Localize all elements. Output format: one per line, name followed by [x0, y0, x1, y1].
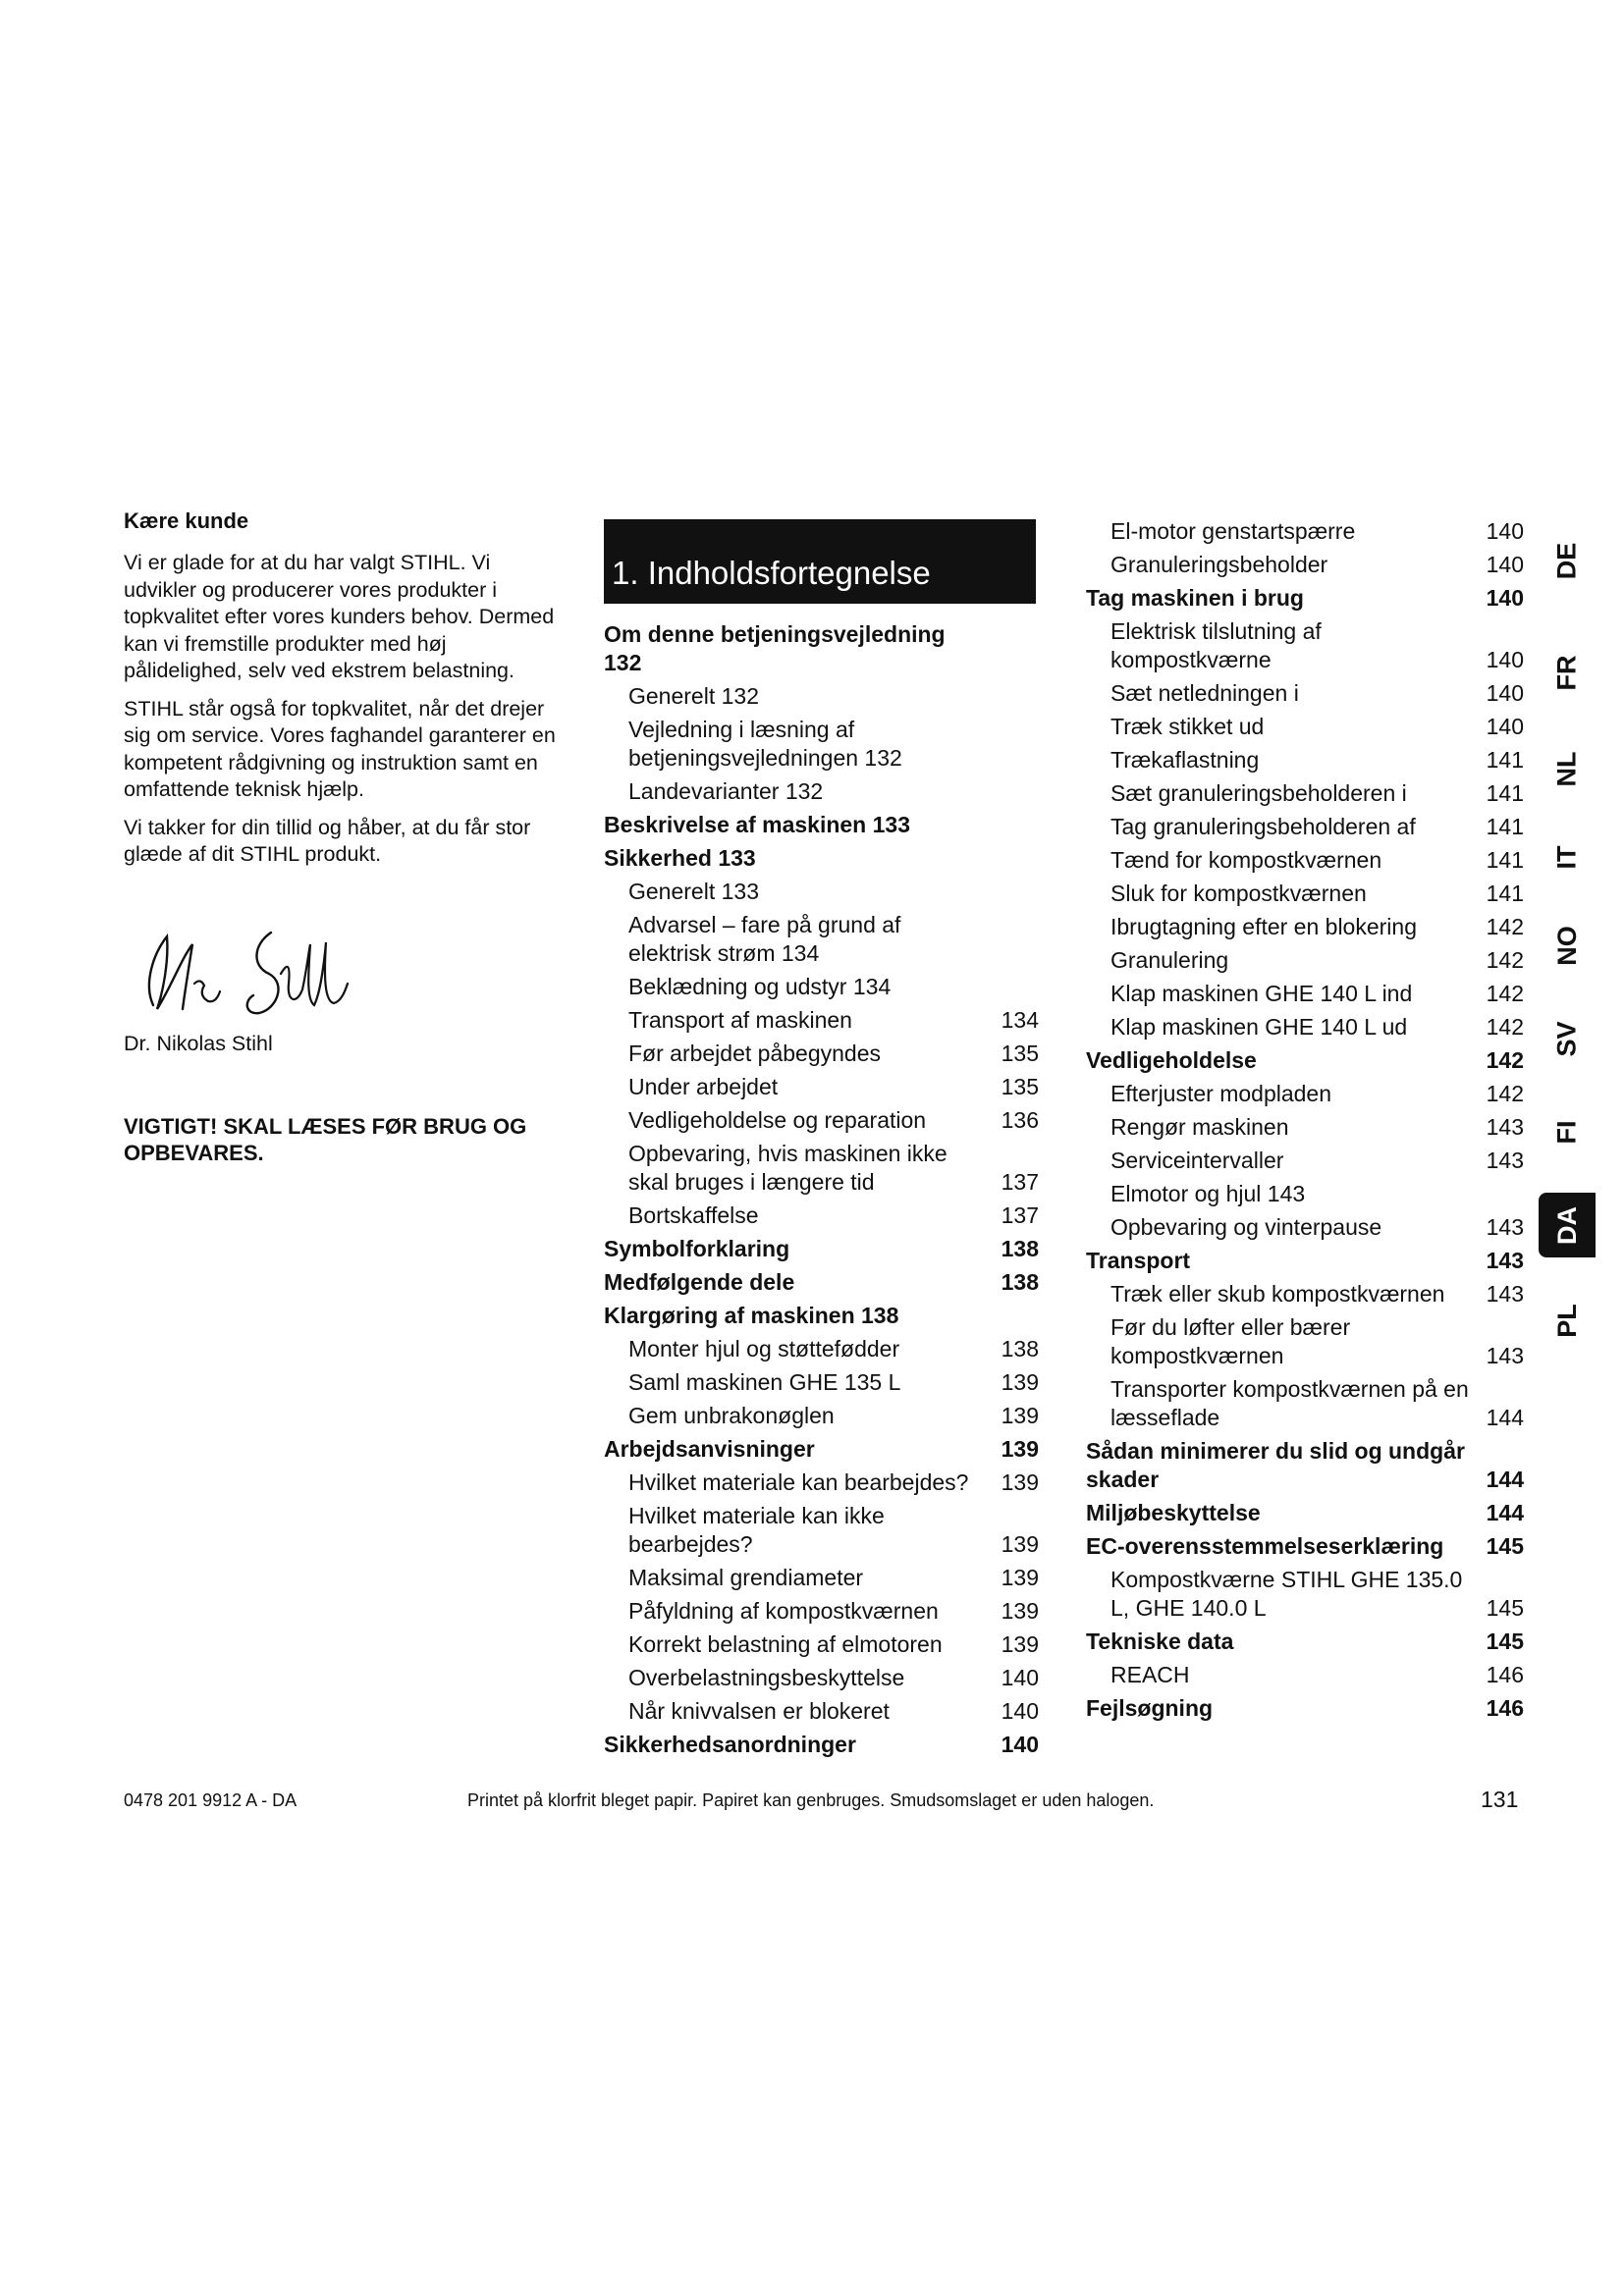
signature — [124, 915, 359, 1023]
toc-entry-title: Generelt 132 — [628, 683, 759, 709]
footer-note: Printet på klorfrit bleget papir. Papiret kan genbruges. Smudsomslaget er uden halogen. — [467, 1790, 1155, 1810]
toc-entry[interactable] — [604, 1140, 1039, 1197]
language-tab-da[interactable] — [1539, 1193, 1596, 1257]
signature-stroke — [194, 981, 220, 1001]
toc-section[interactable] — [1086, 1694, 1524, 1723]
toc-entry-title: Tekniske data — [1086, 1629, 1234, 1654]
toc-banner — [604, 519, 1036, 604]
toc-entry-title: Transport af maskinen — [628, 1007, 852, 1033]
toc-entry[interactable] — [604, 1597, 1039, 1626]
toc-entry[interactable] — [1086, 1013, 1524, 1041]
warning-text: VIGTIGT! SKAL LÆSES FØR BRUG OG OPBEVARES. — [124, 1113, 527, 1165]
toc-entry[interactable] — [1086, 1661, 1524, 1689]
toc-entry-title: Træk eller skub kompostkværnen — [1110, 1281, 1445, 1307]
toc-entry[interactable] — [1086, 913, 1524, 941]
toc-entry-title: Generelt 133 — [628, 879, 759, 904]
toc-entry-title: Fejlsøgning — [1086, 1695, 1214, 1721]
toc-entry-title: Før arbejdet påbegyndes — [628, 1041, 881, 1066]
toc-entry[interactable] — [604, 1106, 1039, 1135]
toc-entry[interactable] — [604, 1468, 1039, 1497]
toc-page-number: 142 — [1486, 1047, 1524, 1073]
toc-page-number: 142 — [1486, 1081, 1524, 1106]
greeting-paragraph: Vi takker for din tillid og håber, at du får stor glæde af dit STIHL produkt. — [124, 815, 531, 866]
toc-entry[interactable] — [604, 1502, 1039, 1559]
greeting-block — [124, 508, 556, 1166]
toc-entry-title: Transport — [1086, 1248, 1191, 1273]
toc-page-number: 134 — [1001, 1007, 1039, 1033]
toc-entry[interactable] — [604, 1630, 1039, 1659]
toc-section[interactable] — [604, 1302, 1039, 1330]
toc-entry-title: Overbelastningsbeskyttelse — [628, 1665, 905, 1690]
toc-page-number: 140 — [1001, 1698, 1039, 1724]
toc-entry[interactable] — [1086, 1280, 1524, 1308]
toc-page-number: 139 — [1001, 1631, 1039, 1657]
toc-entry-title: Tag maskinen i brug — [1086, 585, 1304, 611]
toc-entry-title: El-motor genstartspærre — [1110, 518, 1356, 544]
toc-entry-title: Miljøbeskyttelse — [1086, 1500, 1261, 1525]
language-tab-de[interactable] — [1539, 528, 1596, 593]
toc-entry[interactable] — [604, 716, 1039, 773]
toc-entry-title: Opbevaring, hvis maskinen ikke skal bruges i længere tid — [628, 1141, 947, 1195]
toc-entry-title: Før du løfter eller bærer kompostkværnen — [1110, 1314, 1351, 1368]
language-tab-label: FI — [1551, 1120, 1582, 1144]
toc-entry-title: Klap maskinen GHE 140 L ind — [1110, 981, 1413, 1006]
toc-page-number: 138 — [1001, 1269, 1039, 1295]
toc-entry-title: Granulering — [1110, 947, 1229, 973]
toc-entry[interactable] — [1086, 1080, 1524, 1108]
toc-page-number: 139 — [1001, 1565, 1039, 1590]
toc-entry[interactable] — [1086, 779, 1524, 808]
toc-entry[interactable] — [604, 1006, 1039, 1035]
toc-section[interactable] — [1086, 584, 1524, 613]
toc-entry-title: Om denne betjeningsvejledning 132 — [604, 621, 946, 675]
toc-entry-title: Vedligeholdelse og reparation — [628, 1107, 927, 1133]
toc-entry-title: Beskrivelse af maskinen 133 — [604, 812, 910, 837]
toc-section[interactable] — [604, 811, 1039, 839]
toc-page-number: 140 — [1486, 647, 1524, 672]
toc-section[interactable] — [1086, 1628, 1524, 1656]
language-tab-nl[interactable] — [1539, 736, 1596, 801]
toc-entry[interactable] — [1086, 980, 1524, 1008]
toc-entry[interactable] — [1086, 880, 1524, 908]
toc-entry[interactable] — [1086, 846, 1524, 875]
toc-entry[interactable] — [604, 878, 1039, 906]
language-tab-label: NL — [1551, 751, 1582, 786]
toc-entry-title: Transporter kompostkværnen på en læsseflade — [1110, 1376, 1469, 1430]
toc-entry-title: Tag granuleringsbeholderen af — [1110, 814, 1416, 839]
greeting-paragraph: STIHL står også for topkvalitet, når det drejer sig om service. Vores faghandel garanterer en kompetent rådgivning og instruktion samt en omfattende teknisk hjælp. — [124, 696, 556, 801]
toc-entry-title: Træk stikket ud — [1110, 714, 1265, 739]
toc-entry-title: Elmotor og hjul 143 — [1110, 1181, 1306, 1206]
toc-page-number: 142 — [1486, 981, 1524, 1006]
toc-page-number: 136 — [1001, 1107, 1039, 1133]
toc-entry-title: Hvilket materiale kan ikke bearbejdes? — [628, 1503, 885, 1557]
toc-entry-title: Kompostkværne STIHL GHE 135.0 L, GHE 140.0 L — [1110, 1567, 1463, 1621]
toc-section[interactable] — [604, 1435, 1039, 1464]
toc-entry[interactable] — [604, 1335, 1039, 1363]
toc-section[interactable] — [1086, 1499, 1524, 1527]
language-tab-it[interactable] — [1539, 825, 1596, 889]
toc-entry[interactable] — [1086, 617, 1524, 674]
language-tab-label: PL — [1551, 1303, 1582, 1338]
toc-page-number: 138 — [1001, 1336, 1039, 1362]
toc-page-number: 141 — [1486, 814, 1524, 839]
toc-entry[interactable] — [1086, 946, 1524, 975]
toc-page-number: 135 — [1001, 1041, 1039, 1066]
toc-entry[interactable] — [1086, 1180, 1524, 1208]
language-tab-label: SV — [1551, 1020, 1582, 1057]
toc-entry-title: Tænd for kompostkværnen — [1110, 847, 1382, 873]
toc-page-number: 139 — [1001, 1469, 1039, 1495]
toc-entry[interactable] — [604, 777, 1039, 806]
toc-page-number: 142 — [1486, 914, 1524, 939]
toc-entry[interactable] — [604, 973, 1039, 1001]
toc-page-number: 138 — [1001, 1236, 1039, 1261]
toc-section[interactable] — [1086, 1247, 1524, 1275]
toc-page-number: 139 — [1001, 1598, 1039, 1624]
toc-page-number: 140 — [1486, 680, 1524, 706]
toc-entry[interactable] — [604, 1368, 1039, 1397]
language-tab-label: DA — [1551, 1205, 1582, 1245]
toc-entry-title: Trækaflastning — [1110, 747, 1260, 773]
toc-entry[interactable] — [1086, 1375, 1524, 1432]
toc-entry[interactable] — [1086, 551, 1524, 579]
toc-page-number: 145 — [1486, 1629, 1524, 1654]
language-tab-no[interactable] — [1539, 913, 1596, 978]
language-tab-label: FR — [1551, 655, 1582, 690]
toc-entry-title: Korrekt belastning af elmotoren — [628, 1631, 943, 1657]
toc-section[interactable] — [1086, 1532, 1524, 1561]
toc-page-number: 139 — [1001, 1436, 1039, 1462]
language-tab-label: IT — [1551, 845, 1582, 869]
toc-entry[interactable] — [604, 1564, 1039, 1592]
toc-page-number: 139 — [1001, 1531, 1039, 1557]
toc-entry[interactable] — [604, 1040, 1039, 1068]
toc-page-number: 145 — [1486, 1533, 1524, 1559]
toc-page-number: 140 — [1486, 585, 1524, 611]
toc-page-number: 141 — [1486, 780, 1524, 806]
toc-section[interactable] — [604, 1235, 1039, 1263]
toc-entry-title: Vedligeholdelse — [1086, 1047, 1257, 1073]
toc-entry-title: Efterjuster modpladen — [1110, 1081, 1332, 1106]
toc-section[interactable] — [604, 620, 1039, 677]
language-tab-fi[interactable] — [1539, 1099, 1596, 1164]
signature-stroke — [281, 942, 348, 1005]
toc-page-number: 139 — [1001, 1369, 1039, 1395]
toc-page-number: 144 — [1486, 1405, 1524, 1430]
toc-entry-title: EC-overensstemmelseserklæring — [1086, 1533, 1444, 1559]
toc-page-number: 140 — [1486, 714, 1524, 739]
greeting-paragraph: Vi er glade for at du har valgt STIHL. Vi udvikler og producerer vores produkter i topkvalitet efter vores kunders behov. Dermed kan vi fremstille produkter med høj pålidelighed, selv ved ekstrem belastning. — [124, 551, 555, 682]
toc-page-number: 135 — [1001, 1074, 1039, 1099]
toc-entry-title: Saml maskinen GHE 135 L — [628, 1369, 901, 1395]
signer-name: Dr. Nikolas Stihl — [124, 1031, 273, 1055]
toc-entry-title: Serviceintervaller — [1110, 1148, 1284, 1173]
toc-entry-title: Klap maskinen GHE 140 L ud — [1110, 1014, 1408, 1040]
toc-entry[interactable] — [1086, 1113, 1524, 1142]
toc-page-number: 140 — [1486, 552, 1524, 577]
toc-page-number: 140 — [1001, 1732, 1039, 1757]
toc-entry[interactable] — [604, 1201, 1039, 1230]
toc-page-number: 141 — [1486, 747, 1524, 773]
toc-entry[interactable] — [604, 911, 1039, 968]
page-number: 131 — [1481, 1787, 1519, 1812]
toc-entry-title: Sæt netledningen i — [1110, 680, 1299, 706]
toc-entry-title: Beklædning og udstyr 134 — [628, 974, 892, 999]
toc-entry[interactable] — [604, 1073, 1039, 1101]
toc-page-number: 141 — [1486, 881, 1524, 906]
language-tab-pl[interactable] — [1539, 1288, 1596, 1353]
toc-entry[interactable] — [1086, 517, 1524, 546]
toc-entry[interactable] — [1086, 746, 1524, 774]
toc-entry[interactable] — [1086, 1566, 1524, 1623]
toc-page-number: 143 — [1486, 1281, 1524, 1307]
toc-page-number: 142 — [1486, 947, 1524, 973]
toc-page-number: 143 — [1486, 1248, 1524, 1273]
toc-section[interactable] — [1086, 1046, 1524, 1075]
greeting-title: Kære kunde — [124, 508, 249, 533]
toc-entry-title: Hvilket materiale kan bearbejdes? — [628, 1469, 969, 1495]
toc-page-number: 143 — [1486, 1114, 1524, 1140]
toc-page-number: 137 — [1001, 1169, 1039, 1195]
toc-entry-title: Opbevaring og vinterpause — [1110, 1214, 1382, 1240]
toc-entry-title: Sæt granuleringsbeholderen i — [1110, 780, 1407, 806]
toc-entry-title: Arbejdsanvisninger — [604, 1436, 815, 1462]
toc-entry-title: Rengør maskinen — [1110, 1114, 1289, 1140]
toc-entry[interactable] — [604, 1402, 1039, 1430]
toc-entry-title: Medfølgende dele — [604, 1269, 795, 1295]
toc-page-number: 144 — [1486, 1467, 1524, 1492]
toc-entry-title: Sådan minimerer du slid og undgår skader — [1086, 1438, 1465, 1492]
toc-entry-title: Sluk for kompostkværnen — [1110, 881, 1367, 906]
toc-entry-title: Når knivvalsen er blokeret — [628, 1698, 890, 1724]
toc-entry-title: Advarsel – fare på grund af elektrisk strøm 134 — [628, 912, 901, 966]
toc-entry-title: Sikkerhedsanordninger — [604, 1732, 856, 1757]
toc-entry-title: Ibrugtagning efter en blokering — [1110, 914, 1417, 939]
toc-entry-title: Monter hjul og støttefødder — [628, 1336, 900, 1362]
toc-entry-title: Landevarianter 132 — [628, 778, 824, 804]
toc-entry[interactable] — [1086, 1147, 1524, 1175]
toc-entry[interactable] — [604, 682, 1039, 711]
toc-entry-title: Symbolforklaring — [604, 1236, 790, 1261]
toc-page-number: 146 — [1486, 1695, 1524, 1721]
toc-page-number: 143 — [1486, 1343, 1524, 1368]
toc-entry-title: Vejledning i læsning af betjeningsvejledningen 132 — [628, 717, 902, 771]
toc-entry[interactable] — [604, 1697, 1039, 1726]
toc-entry-title: Påfyldning af kompostkværnen — [628, 1598, 939, 1624]
toc-entry-title: Bortskaffelse — [628, 1202, 759, 1228]
toc-entry-title: Sikkerhed 133 — [604, 845, 756, 871]
signature-stroke — [149, 936, 192, 1009]
toc-entry[interactable] — [1086, 813, 1524, 841]
toc-page-number: 145 — [1486, 1595, 1524, 1621]
language-tab-sv[interactable] — [1539, 1006, 1596, 1071]
document-number: 0478 201 9912 A - DA — [124, 1790, 298, 1810]
toc-entry[interactable] — [1086, 1313, 1524, 1370]
toc-column-1 — [604, 620, 1039, 1759]
toc-page-number: 140 — [1486, 518, 1524, 544]
signature-stroke — [247, 933, 279, 1013]
toc-page-number: 137 — [1001, 1202, 1039, 1228]
toc-entry-title: REACH — [1110, 1662, 1190, 1687]
toc-section[interactable] — [604, 844, 1039, 873]
toc-page-number: 143 — [1486, 1148, 1524, 1173]
toc-section[interactable] — [1086, 1437, 1524, 1494]
toc-entry[interactable] — [1086, 679, 1524, 708]
toc-entry-title: Maksimal grendiameter — [628, 1565, 864, 1590]
language-tab-label: NO — [1551, 925, 1582, 966]
toc-section[interactable] — [604, 1268, 1039, 1297]
toc-page-number: 139 — [1001, 1403, 1039, 1428]
toc-column-2 — [1086, 517, 1524, 1723]
toc-entry-title: Klargøring af maskinen 138 — [604, 1303, 899, 1328]
toc-page-number: 143 — [1486, 1214, 1524, 1240]
toc-page-number: 144 — [1486, 1500, 1524, 1525]
toc-entry-title: Under arbejdet — [628, 1074, 779, 1099]
toc-entry[interactable] — [1086, 713, 1524, 741]
toc-page-number: 142 — [1486, 1014, 1524, 1040]
toc-page-number: 140 — [1001, 1665, 1039, 1690]
toc-section[interactable] — [604, 1731, 1039, 1759]
language-tab-label: DE — [1551, 542, 1582, 579]
toc-entry[interactable] — [604, 1664, 1039, 1692]
toc-entry-title: Elektrisk tilslutning af kompostkværne — [1110, 618, 1322, 672]
toc-title: 1. Indholdsfortegnelse — [612, 555, 931, 591]
toc-page-number: 146 — [1486, 1662, 1524, 1687]
toc-entry-title: Gem unbrakonøglen — [628, 1403, 835, 1428]
toc-entry[interactable] — [1086, 1213, 1524, 1242]
toc-page-number: 141 — [1486, 847, 1524, 873]
language-tab-fr[interactable] — [1539, 640, 1596, 705]
toc-entry-title: Granuleringsbeholder — [1110, 552, 1328, 577]
